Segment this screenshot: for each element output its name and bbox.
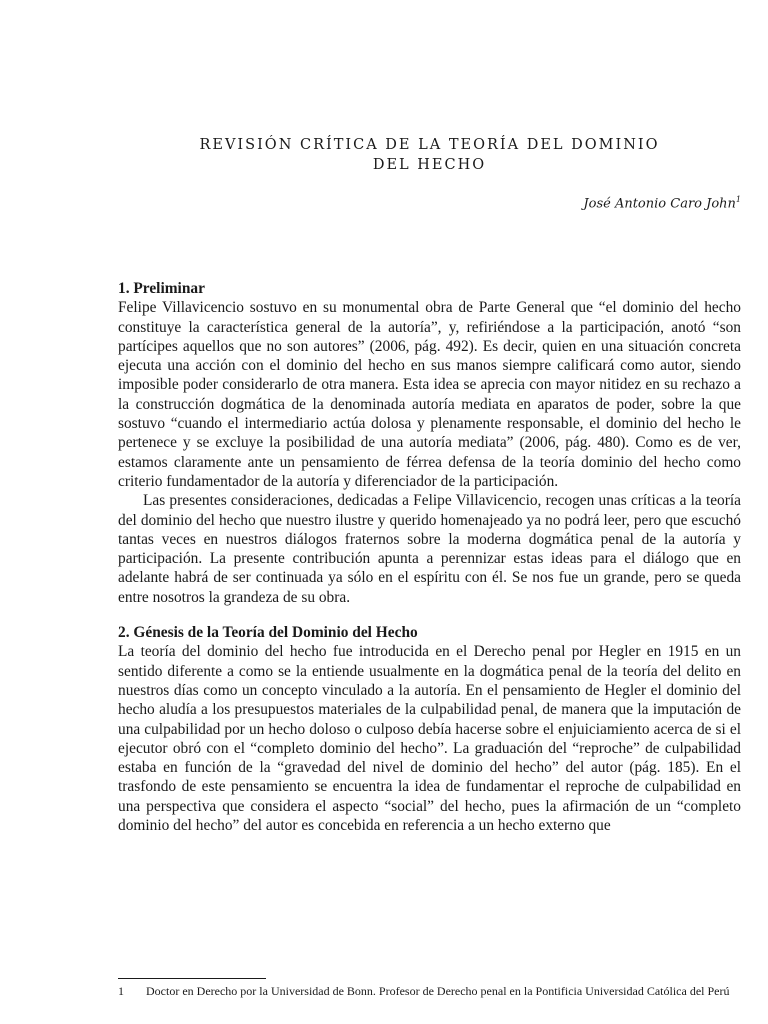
section-heading-genesis: 2. Génesis de la Teoría del Dominio del Hecho (118, 624, 418, 642)
title-line-2: DEL HECHO (372, 157, 487, 173)
page (118, 0, 741, 1024)
author-footnote-mark[interactable]: 1 (735, 195, 741, 204)
paragraph: Las presentes consideraciones, dedicadas a Felipe Villavicencio, recogen unas críticas a la teoría del dominio del hecho que nuestro ilustre y querido homenajeado ya no podrá leer, pero que escuchó tantas veces en nuestros diálogos fraternos sobre la moderna dogmática penal de la autoría y participación. La presente contribución apunta a perennizar estas ideas para el diálogo que en adelante habrá de ser continuada ya sólo en el espíritu con él. Se nos fue un grande, pero se queda entre nosotros la grandeza de su obra. (118, 492, 741, 606)
section-spacer (118, 607, 741, 623)
footnote-number: 1 (118, 984, 124, 998)
footnote-text: Doctor en Derecho por la Universidad de Bonn. Profesor de Derecho penal en la Pontificia Universidad Católica del Perú (146, 984, 730, 998)
paragraph: Felipe Villavicencio sostuvo en su monumental obra de Parte General que “el dominio del hecho constituye la característica general de la autoría”, y, refiriéndose a la participación, anotó “son partícipes aquellos que no son autores” (2006, pág. 492). Es decir, quien en una situación concreta ejecuta una acción con el dominio del hecho en sus manos siempre calificará como autor, siendo imposible poder considerarlo de otra manera. Esta idea se aprecia con mayor nitidez en su rechazo a la construcción dogmática de la denominada autoría mediata en aparatos de poder, sobre la que sostuvo “cuando el intermediario actúa dolosa y plenamente responsable, el dominio del hecho le pertenece y se excluye la posibilidad de una autoría mediata” (2006, pág. 480). Como es de ver, estamos claramente ante un pensamiento de férrea defensa de la teoría dominio del hecho como criterio fundamentador de la autoría y diferenciador de la participación. (118, 299, 741, 490)
article-title (118, 135, 741, 175)
footnote-divider (118, 978, 266, 979)
paragraph: La teoría del dominio del hecho fue introducida en el Derecho penal por Hegler en 1915 en un sentido diferente a como se la entiende usualmente en la dogmática penal de la teoría del delito en nuestros días como un concepto vinculado a la autoría. En el pensamiento de Hegler el dominio del hecho aludía a los presupuestos materiales de la culpabilidad penal, de manera que la imputación de una culpabilidad por un hecho doloso o culposo debía hacerse sobre el enjuiciamiento acerca de si el ejecutor obró con el “completo dominio del hecho”. La graduación del “reproche” de culpabilidad estaba en función de la “gravedad del nivel de dominio del hecho” del autor (pág. 185). En el trasfondo de este pensamiento se encuentra la idea de fundamentar el reproche de culpabilidad en una perspectiva que considera el aspecto “social” del hecho, pues la afirmación de un “completo dominio del hecho” del autor es concebida en referencia a un hecho externo que (118, 643, 741, 835)
author-name: José Antonio Caro John (583, 196, 736, 212)
article-body (118, 279, 741, 835)
section-heading-preliminar: 1. Preliminar (118, 280, 205, 297)
title-line-1: REVISIÓN CRÍTICA DE LA TEORÍA DEL DOMINIO (199, 137, 660, 153)
footnote (118, 983, 741, 1000)
author-line (583, 195, 741, 211)
